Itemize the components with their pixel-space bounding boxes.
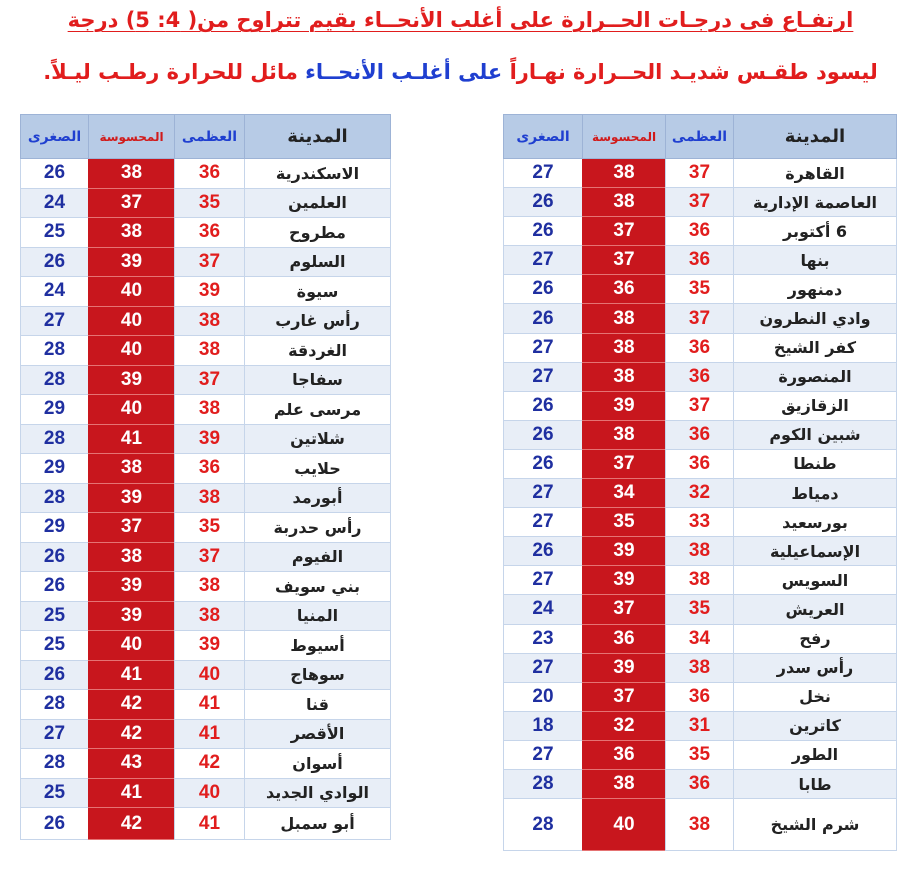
feels-like-cell: 32 [583,711,666,740]
table-row [504,479,897,508]
max-temp-cell: 35 [666,740,734,769]
feels-like-cell: 38 [89,454,175,484]
table-row [504,711,897,740]
city-cell: رأس سدر [734,653,897,682]
city-cell: دمنهور [734,275,897,304]
min-temp-cell: 27 [504,566,583,595]
header-feels-like: المحسوسة [583,115,666,159]
feels-like-cell: 40 [583,799,666,851]
feels-like-cell: 37 [89,513,175,543]
table-row [21,749,391,779]
table-row [21,424,391,454]
table-row [504,624,897,653]
min-temp-cell: 26 [21,542,89,572]
max-temp-cell: 33 [666,508,734,537]
max-temp-cell: 37 [666,304,734,333]
max-temp-cell: 38 [175,572,245,602]
table-row [21,188,391,218]
right-table-body [504,159,897,851]
min-temp-cell: 18 [504,711,583,740]
city-cell: 6 أكتوبر [734,217,897,246]
feels-like-cell: 38 [89,542,175,572]
table-row [21,365,391,395]
feels-like-cell: 40 [89,306,175,336]
min-temp-cell: 27 [504,159,583,188]
min-temp-cell: 28 [21,336,89,366]
table-row [504,566,897,595]
min-temp-cell: 29 [21,454,89,484]
feels-like-cell: 38 [89,218,175,248]
feels-like-cell: 41 [89,424,175,454]
city-cell: رأس حدربة [245,513,391,543]
table-row [21,395,391,425]
feels-like-cell: 39 [583,537,666,566]
feels-like-cell: 39 [89,247,175,277]
city-cell: بورسعيد [734,508,897,537]
min-temp-cell: 27 [504,362,583,391]
city-cell: رأس غارب [245,306,391,336]
feels-like-cell: 36 [583,624,666,653]
max-temp-cell: 36 [175,454,245,484]
right-temperature-table-panel [503,114,896,851]
max-temp-cell: 36 [175,159,245,189]
table-row [504,188,897,217]
min-temp-cell: 27 [21,306,89,336]
table-row [21,631,391,661]
city-cell: قنا [245,690,391,720]
table-row [504,537,897,566]
city-cell: نخل [734,682,897,711]
max-temp-cell: 37 [666,188,734,217]
feels-like-cell: 39 [583,653,666,682]
feels-like-cell: 37 [583,682,666,711]
city-cell: العلمين [245,188,391,218]
max-temp-cell: 37 [666,391,734,420]
table-header-row [504,115,897,159]
table-row [21,808,391,840]
city-cell: القاهرة [734,159,897,188]
min-temp-cell: 26 [21,572,89,602]
city-cell: كفر الشيخ [734,333,897,362]
city-cell: طنطا [734,449,897,478]
min-temp-cell: 24 [21,277,89,307]
min-temp-cell: 27 [504,479,583,508]
header-min: الصغرى [21,115,89,159]
min-temp-cell: 25 [21,601,89,631]
table-row [21,542,391,572]
max-temp-cell: 42 [175,749,245,779]
table-row [21,601,391,631]
table-row [504,653,897,682]
city-cell: الإسماعيلية [734,537,897,566]
min-temp-cell: 28 [21,365,89,395]
min-temp-cell: 26 [504,391,583,420]
city-cell: العاصمة الإدارية [734,188,897,217]
city-cell: أبو سمبل [245,808,391,840]
header-max: العظمى [666,115,734,159]
table-row [504,362,897,391]
city-cell: الأقصر [245,719,391,749]
feels-like-cell: 38 [583,304,666,333]
feels-like-cell: 38 [89,159,175,189]
table-row [21,778,391,808]
city-cell: السلوم [245,247,391,277]
min-temp-cell: 26 [504,449,583,478]
table-row [21,483,391,513]
min-temp-cell: 24 [504,595,583,624]
max-temp-cell: 36 [666,217,734,246]
city-cell: طابا [734,769,897,798]
feels-like-cell: 37 [583,217,666,246]
feels-like-cell: 38 [583,769,666,798]
table-row [21,513,391,543]
max-temp-cell: 38 [175,601,245,631]
feels-like-cell: 39 [89,601,175,631]
city-cell: بني سويف [245,572,391,602]
city-cell: الغردقة [245,336,391,366]
city-cell: أبورمد [245,483,391,513]
city-cell: الزقازيق [734,391,897,420]
table-row [21,306,391,336]
city-cell: مرسى علم [245,395,391,425]
max-temp-cell: 36 [666,449,734,478]
page-headline: ارتفـاع فى درجـات الحــرارة على أغلب الأنحــاء بقيم تتراوح من( 4: 5) درجة [67,8,854,32]
max-temp-cell: 40 [175,660,245,690]
min-temp-cell: 25 [21,631,89,661]
city-cell: السويس [734,566,897,595]
min-temp-cell: 27 [504,333,583,362]
max-temp-cell: 37 [175,542,245,572]
min-temp-cell: 24 [21,188,89,218]
max-temp-cell: 37 [666,159,734,188]
max-temp-cell: 36 [666,362,734,391]
table-row [504,508,897,537]
table-row [21,159,391,189]
max-temp-cell: 39 [175,424,245,454]
city-cell: رفح [734,624,897,653]
min-temp-cell: 26 [21,247,89,277]
left-table-body [21,159,391,840]
table-row [21,247,391,277]
max-temp-cell: 38 [666,799,734,851]
max-temp-cell: 39 [175,631,245,661]
max-temp-cell: 40 [175,778,245,808]
header-city: المدينة [734,115,897,159]
feels-like-cell: 40 [89,631,175,661]
city-cell: سوهاج [245,660,391,690]
table-row [504,304,897,333]
city-cell: شبين الكوم [734,420,897,449]
feels-like-cell: 39 [89,572,175,602]
min-temp-cell: 25 [21,778,89,808]
min-temp-cell: 27 [504,508,583,537]
max-temp-cell: 38 [666,566,734,595]
feels-like-cell: 40 [89,395,175,425]
min-temp-cell: 26 [504,188,583,217]
subheadline-part-3: مائل للحرارة رطـب ليـلاً. [43,60,306,84]
table-row [21,660,391,690]
table-row [504,595,897,624]
feels-like-cell: 39 [89,483,175,513]
feels-like-cell: 41 [89,778,175,808]
table-row [504,420,897,449]
max-temp-cell: 35 [666,595,734,624]
min-temp-cell: 26 [504,217,583,246]
feels-like-cell: 40 [89,277,175,307]
feels-like-cell: 43 [89,749,175,779]
max-temp-cell: 38 [175,306,245,336]
table-row [21,218,391,248]
table-row [21,572,391,602]
subheadline-part-1: ليسود طقـس شديـد الحــرارة نهـاراً [502,60,878,84]
max-temp-cell: 41 [175,719,245,749]
feels-like-cell: 40 [89,336,175,366]
feels-like-cell: 37 [583,449,666,478]
table-row [504,159,897,188]
min-temp-cell: 23 [504,624,583,653]
max-temp-cell: 36 [175,218,245,248]
table-row [504,246,897,275]
feels-like-cell: 41 [89,660,175,690]
city-cell: المنيا [245,601,391,631]
table-row [504,217,897,246]
city-cell: الوادي الجديد [245,778,391,808]
feels-like-cell: 36 [583,275,666,304]
min-temp-cell: 28 [504,769,583,798]
max-temp-cell: 31 [666,711,734,740]
city-cell: العريش [734,595,897,624]
feels-like-cell: 37 [89,188,175,218]
max-temp-cell: 38 [666,653,734,682]
max-temp-cell: 38 [175,336,245,366]
city-cell: بنها [734,246,897,275]
feels-like-cell: 37 [583,246,666,275]
min-temp-cell: 25 [21,218,89,248]
header-city: المدينة [245,115,391,159]
max-temp-cell: 38 [175,483,245,513]
feels-like-cell: 36 [583,740,666,769]
feels-like-cell: 39 [583,391,666,420]
left-temperature-table-panel [20,114,390,840]
city-cell: الاسكندرية [245,159,391,189]
min-temp-cell: 26 [504,275,583,304]
min-temp-cell: 27 [504,740,583,769]
feels-like-cell: 35 [583,508,666,537]
header-feels-like: المحسوسة [89,115,175,159]
city-cell: أسوان [245,749,391,779]
feels-like-cell: 34 [583,479,666,508]
table-row [504,682,897,711]
feels-like-cell: 42 [89,719,175,749]
feels-like-cell: 42 [89,808,175,840]
max-temp-cell: 39 [175,277,245,307]
table-row [21,277,391,307]
subheadline-part-2: على أغلـب الأنحــاء [305,60,503,84]
max-temp-cell: 38 [666,537,734,566]
left-temperature-table [20,114,391,840]
feels-like-cell: 37 [583,595,666,624]
min-temp-cell: 20 [504,682,583,711]
feels-like-cell: 38 [583,420,666,449]
max-temp-cell: 41 [175,690,245,720]
max-temp-cell: 35 [175,188,245,218]
city-cell: وادي النطرون [734,304,897,333]
max-temp-cell: 35 [175,513,245,543]
table-row [21,690,391,720]
city-cell: دمياط [734,479,897,508]
feels-like-cell: 38 [583,333,666,362]
min-temp-cell: 29 [21,395,89,425]
max-temp-cell: 36 [666,333,734,362]
city-cell: شلاتين [245,424,391,454]
max-temp-cell: 34 [666,624,734,653]
right-temperature-table [503,114,897,851]
feels-like-cell: 42 [89,690,175,720]
max-temp-cell: 38 [175,395,245,425]
max-temp-cell: 37 [175,365,245,395]
max-temp-cell: 36 [666,682,734,711]
max-temp-cell: 36 [666,246,734,275]
table-row [504,799,897,851]
city-cell: مطروح [245,218,391,248]
table-row [504,275,897,304]
feels-like-cell: 39 [89,365,175,395]
max-temp-cell: 35 [666,275,734,304]
table-row [504,391,897,420]
feels-like-cell: 39 [583,566,666,595]
header-max: العظمى [175,115,245,159]
max-temp-cell: 41 [175,808,245,840]
city-cell: أسيوط [245,631,391,661]
max-temp-cell: 37 [175,247,245,277]
max-temp-cell: 36 [666,420,734,449]
min-temp-cell: 26 [21,808,89,840]
header-min: الصغرى [504,115,583,159]
table-row [504,449,897,478]
min-temp-cell: 27 [504,246,583,275]
table-row [504,740,897,769]
table-row [504,333,897,362]
table-row [504,769,897,798]
max-temp-cell: 36 [666,769,734,798]
table-row [21,336,391,366]
min-temp-cell: 28 [504,799,583,851]
min-temp-cell: 27 [21,719,89,749]
city-cell: المنصورة [734,362,897,391]
min-temp-cell: 26 [504,420,583,449]
city-cell: الطور [734,740,897,769]
table-row [21,454,391,484]
table-row [21,719,391,749]
min-temp-cell: 26 [21,660,89,690]
min-temp-cell: 26 [504,304,583,333]
city-cell: شرم الشيخ [734,799,897,851]
min-temp-cell: 28 [21,749,89,779]
max-temp-cell: 32 [666,479,734,508]
feels-like-cell: 38 [583,188,666,217]
city-cell: حلايب [245,454,391,484]
page-subheadline [0,60,921,84]
city-cell: سيوة [245,277,391,307]
city-cell: الفيوم [245,542,391,572]
min-temp-cell: 28 [21,690,89,720]
min-temp-cell: 27 [504,653,583,682]
min-temp-cell: 26 [504,537,583,566]
city-cell: سفاجا [245,365,391,395]
city-cell: كاترين [734,711,897,740]
min-temp-cell: 29 [21,513,89,543]
feels-like-cell: 38 [583,159,666,188]
min-temp-cell: 28 [21,483,89,513]
feels-like-cell: 38 [583,362,666,391]
min-temp-cell: 26 [21,159,89,189]
min-temp-cell: 28 [21,424,89,454]
table-header-row [21,115,391,159]
